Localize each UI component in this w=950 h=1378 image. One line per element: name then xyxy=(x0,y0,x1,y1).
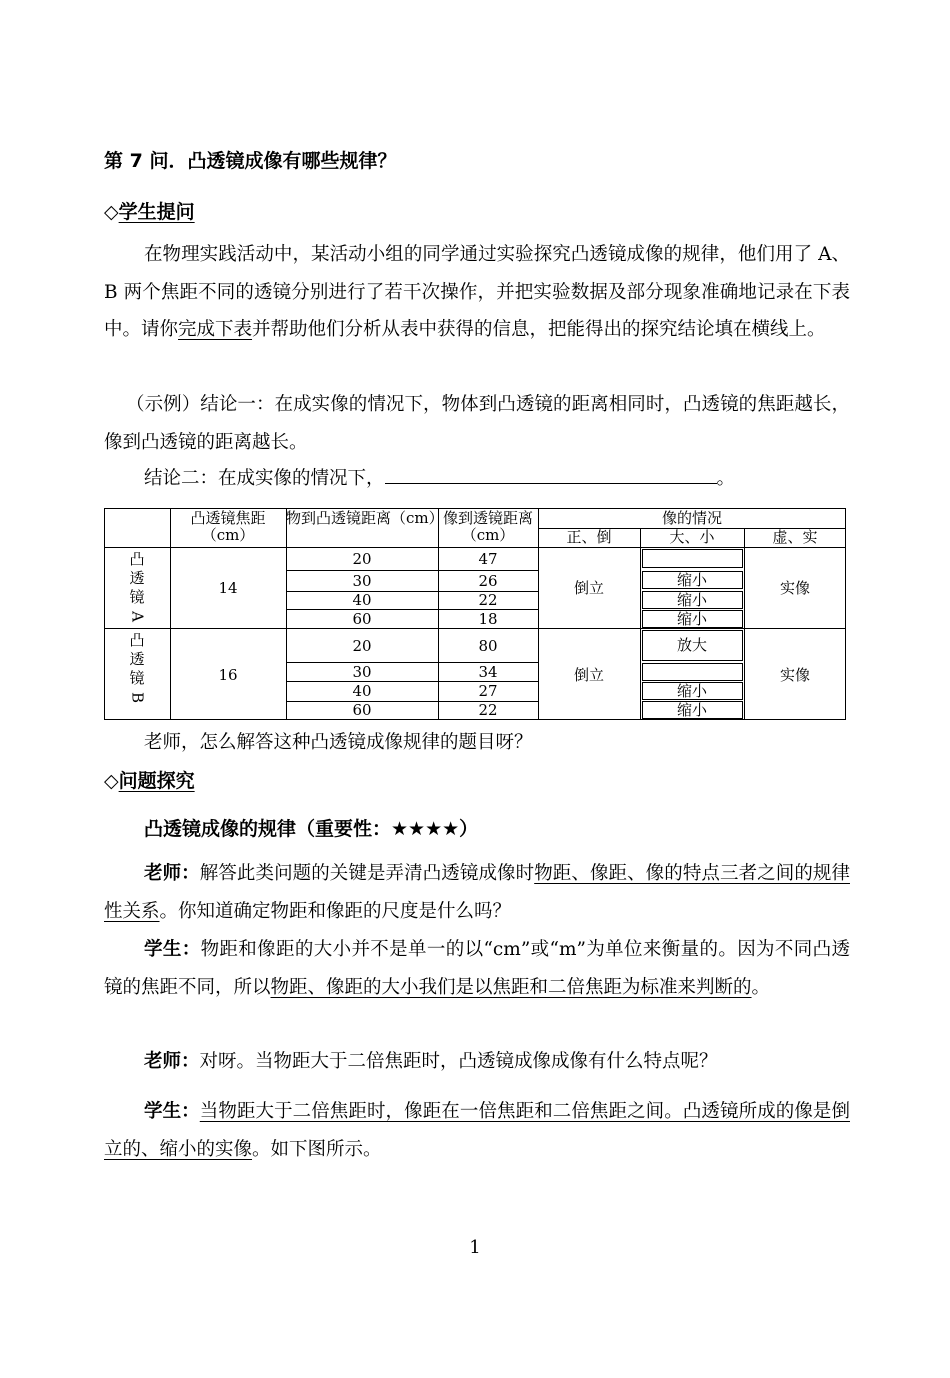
table-cell: 22 xyxy=(478,701,498,719)
answer-blank[interactable] xyxy=(385,465,717,484)
table-cell: 缩小 xyxy=(676,610,707,628)
underlined-text: 物距、像距的大小我们是以焦距和二倍焦距为标准来判断的 xyxy=(270,976,752,998)
group-a-orientation: 倒立 xyxy=(573,579,604,597)
diamond-icon: ◇ xyxy=(104,201,119,223)
conclusion-two-suffix: 。 xyxy=(716,468,736,489)
dialog-text: 对呀。当物距大于二倍焦距时，凸透镜成像成像有什么特点呢？ xyxy=(199,1051,718,1072)
student-question: 老师，怎么解答这种凸透镜成像规律的题目呀？ xyxy=(144,732,533,753)
speaker-teacher: 老师： xyxy=(144,1051,200,1072)
table-cell: 缩小 xyxy=(676,591,707,609)
group-a-type: 实像 xyxy=(779,579,810,597)
header-image-situation: 像的情况 xyxy=(661,509,722,527)
table-cell: 20 xyxy=(352,550,372,568)
problem-paragraph xyxy=(104,236,850,349)
table-cell: 47 xyxy=(478,550,498,568)
speaker-student: 学生： xyxy=(144,939,201,960)
group-b-type: 实像 xyxy=(779,666,810,684)
paragraph-text: 并帮助他们分析从表中获得的信息，把能得出的探究结论填在横线上。 xyxy=(252,319,826,340)
table-cell: 40 xyxy=(352,591,372,609)
section-heading-problem-exploration xyxy=(104,766,195,793)
paragraph-text: 在物理实践活动中，某活动小组的同学通过实验探究凸透镜成像的规律，他们用了 A、B 两个焦距不同的透镜分别进行了若干次操作，并把实验数据及部分现象准确地记录在下表中。请你 xyxy=(104,244,850,340)
table-cell: 30 xyxy=(352,663,372,681)
label-char: A xyxy=(128,611,147,622)
header-size: 大、小 xyxy=(669,528,715,546)
table-cell: 放大 xyxy=(676,636,707,654)
table-cell: 34 xyxy=(478,663,498,681)
dialog-text: 。 xyxy=(751,976,771,998)
label-char: 镜 xyxy=(129,588,145,606)
table-cell: 30 xyxy=(352,572,372,590)
table-cell: 40 xyxy=(352,682,372,700)
table-cell: 60 xyxy=(352,701,372,719)
dialog-text: 物距和像距的大小并不是单一的以“cm”或“m”为单位来衡量的。因为不同凸透镜的焦距不同，所以 xyxy=(104,939,850,998)
dialog-text: 。如下图所示。 xyxy=(252,1138,382,1160)
header-type: 虚、实 xyxy=(772,528,818,546)
dialog-teacher-1 xyxy=(104,855,850,930)
group-b-focal: 16 xyxy=(218,666,238,684)
section-label: 问题探究 xyxy=(118,770,195,792)
label-char: 凸 xyxy=(129,631,145,649)
page-title: 第 7 问．凸透镜成像有哪些规律？ xyxy=(104,150,397,172)
underlined-text: 物距、像距、像的特点三者之间的规律性关系 xyxy=(104,863,850,922)
conclusion-two xyxy=(144,464,890,494)
label-char: 透 xyxy=(129,569,145,587)
underlined-text: 完成下表 xyxy=(178,319,253,340)
speaker-student: 学生： xyxy=(144,1101,200,1122)
table-cell: 27 xyxy=(478,682,498,700)
dialog-student-1 xyxy=(104,931,850,1006)
dialog-student-2 xyxy=(104,1093,850,1168)
table-cell: 80 xyxy=(478,637,498,655)
dialog-text: 解答此类问题的关键是弄清凸透镜成像时 xyxy=(199,863,535,884)
section-heading-student-question xyxy=(104,197,195,224)
speaker-teacher: 老师： xyxy=(144,863,200,884)
dialog-teacher-2 xyxy=(104,1043,850,1081)
table-cell: 缩小 xyxy=(676,682,707,700)
underlined-text: 当物距大于二倍焦距时，像距在一倍焦距和二倍焦距之间。凸透镜所成的像是倒立的、缩小的实像 xyxy=(104,1101,850,1160)
table-cell: 缩小 xyxy=(676,701,707,719)
table-cell: 22 xyxy=(478,591,498,609)
diamond-icon: ◇ xyxy=(104,770,119,792)
lens-data-table xyxy=(104,508,846,720)
header-image-distance: 像到透镜距离（cm） xyxy=(442,509,533,544)
dialog-text: 。你知道确定物距和像距的尺度是什么吗？ xyxy=(159,900,512,922)
header-object-distance: 物到凸透镜距离（cm） xyxy=(286,509,444,527)
page-number: 1 xyxy=(469,1237,481,1258)
table-cell: 20 xyxy=(352,637,372,655)
header-orientation: 正、倒 xyxy=(566,528,612,546)
group-a-focal: 14 xyxy=(218,579,238,597)
label-char: B xyxy=(128,691,147,704)
group-b-label xyxy=(127,631,147,707)
header-focal: 凸透镜焦距（cm） xyxy=(190,509,266,544)
label-char: 透 xyxy=(129,650,145,668)
table-cell: 18 xyxy=(478,610,498,628)
table-cell: 缩小 xyxy=(676,571,707,589)
group-b-orientation: 倒立 xyxy=(573,666,604,684)
conclusion-two-prefix: 结论二：在成实像的情况下， xyxy=(144,468,385,489)
example-conclusion: （示例）结论一：在成实像的情况下，物体到凸透镜的距离相同时，凸透镜的焦距越长，像到凸透镜的距离越长。 xyxy=(104,394,850,453)
label-char: 镜 xyxy=(129,669,145,687)
table-cell: 60 xyxy=(352,610,372,628)
table-cell: 26 xyxy=(478,572,498,590)
subheading: 凸透镜成像的规律（重要性：★★★★） xyxy=(144,818,479,840)
group-a-label xyxy=(127,550,147,626)
label-char: 凸 xyxy=(129,550,145,568)
section-label: 学生提问 xyxy=(118,201,195,223)
